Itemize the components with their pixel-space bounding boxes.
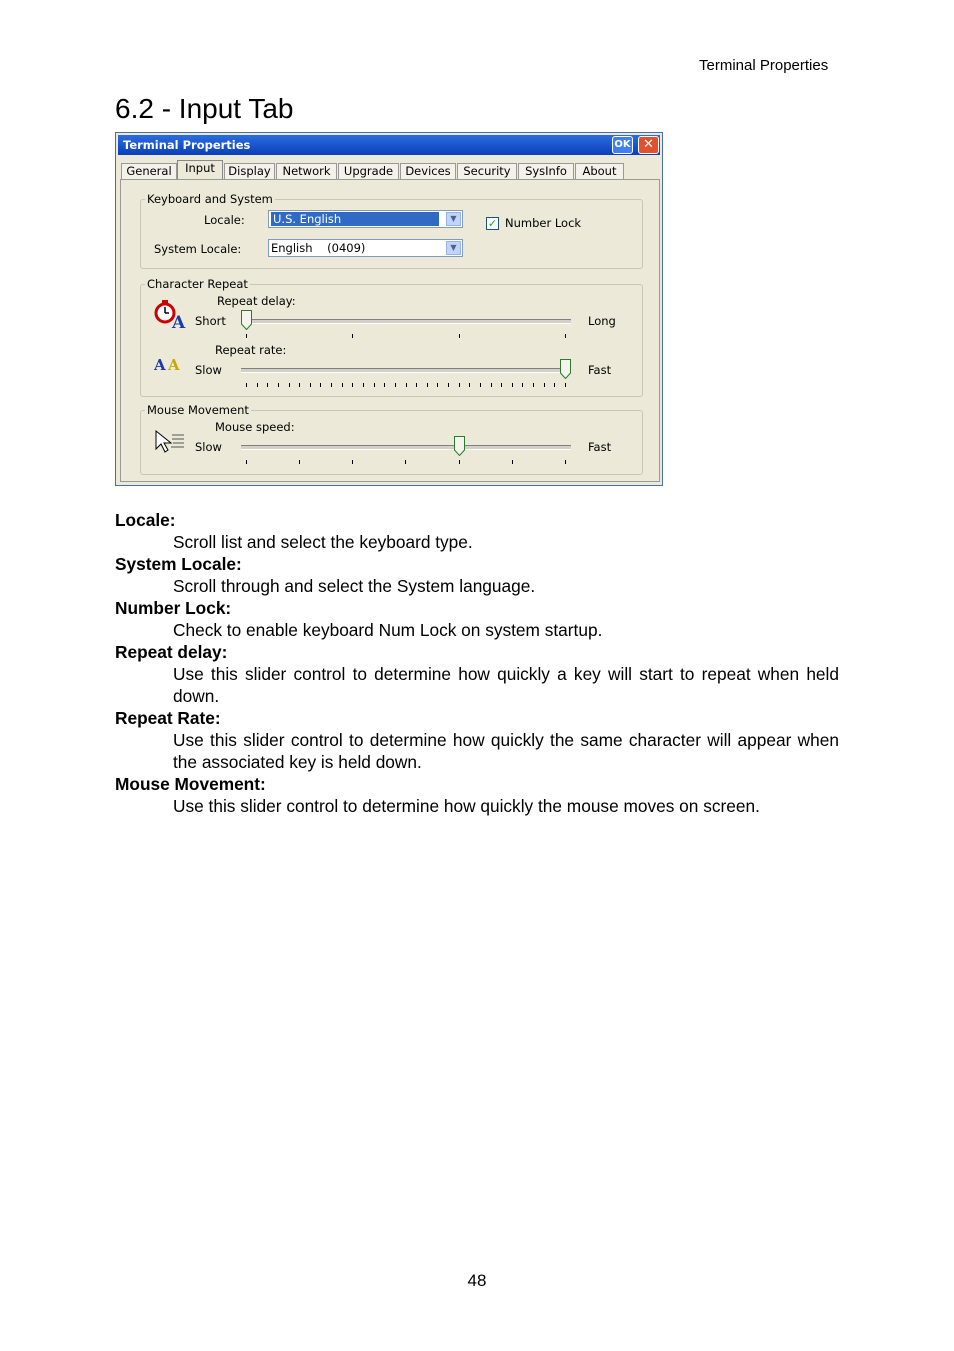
slider-tick [395,383,396,387]
tab-security[interactable]: Security [457,163,517,179]
chevron-down-icon[interactable]: ▼ [446,212,461,226]
locale-value: U.S. English [271,212,439,226]
svg-text:A: A [168,356,180,374]
mouse-speed-label: Mouse speed: [215,420,295,434]
slider-tick [406,383,407,387]
definition-description: Scroll through and select the System language. [173,576,536,596]
group-label: Mouse Movement [147,403,249,417]
slider-tick [554,383,555,387]
slider-tick [374,383,375,387]
slider-tick [246,383,247,387]
mouse-movement-group [140,403,643,475]
slider-tick [565,383,566,387]
tab-upgrade[interactable]: Upgrade [338,163,399,179]
ok-button[interactable]: OK [612,136,633,154]
mouse-speed-max-label: Fast [588,440,612,454]
tab-input[interactable]: Input [177,160,223,180]
mouse-speed-track [241,445,571,450]
system-locale-combobox[interactable] [268,239,463,257]
system-locale-value: English (0409) [271,241,366,255]
definition-term: Repeat Rate: [115,708,221,728]
mouse-pointer-icon [154,429,188,455]
dialog-title: Terminal Properties [123,138,251,152]
definition-description: Use this slider control to determine how quickly a key will start to repeat when held down. [173,664,839,706]
tab-display[interactable]: Display [224,163,275,179]
slider-tick [384,383,385,387]
slider-tick [278,383,279,387]
definition-description: Check to enable keyboard Num Lock on system startup. [173,620,603,640]
group-label: Keyboard and System [147,192,273,206]
system-locale-label: System Locale: [154,242,242,256]
character-repeat-group [140,277,643,397]
slider-tick [352,383,353,387]
definition-description: Use this slider control to determine how quickly the mouse moves on screen. [173,796,760,816]
chevron-down-icon[interactable]: ▼ [446,241,461,255]
keyboard-system-group [140,192,643,269]
definition-description: Use this slider control to determine how quickly the same character will appear when the associated key is held down. [173,730,839,772]
slider-tick [331,383,332,387]
slider-tick [469,383,470,387]
definition-term: Mouse Movement: [115,774,266,794]
slider-tick [501,383,502,387]
svg-text:A: A [172,313,186,330]
slider-tick [427,383,428,387]
repeat-delay-track [241,319,571,324]
repeat-rate-track [241,368,571,373]
repeat-rate-label: Repeat rate: [215,343,287,357]
group-label: Character Repeat [147,277,248,291]
repeat-delay-max-label: Long [588,314,616,328]
slider-tick [310,383,311,387]
number-lock-checkbox[interactable]: ✓ [487,217,498,230]
terminal-properties-dialog [115,132,663,486]
slider-tick [512,383,513,387]
dialog-titlebar[interactable] [118,135,660,155]
locale-label: Locale: [204,213,245,227]
letters-repeat-icon [154,354,190,374]
slider-tick [491,383,492,387]
tab-network[interactable]: Network [276,163,337,179]
input-tab-panel [120,179,660,482]
tab-about[interactable]: About [575,163,624,179]
slider-tick [459,383,460,387]
slider-tick [522,383,523,387]
slider-tick [342,383,343,387]
stopwatch-letter-icon [153,298,189,330]
slider-tick [257,383,258,387]
locale-combobox[interactable] [268,210,463,228]
definition-list [115,509,839,817]
slider-tick [267,383,268,387]
definition-term: Repeat delay: [115,642,228,662]
slider-tick [437,383,438,387]
tab-general[interactable]: General [121,163,177,179]
repeat-delay-min-label: Short [195,314,226,328]
definition-description: Scroll list and select the keyboard type. [173,532,473,552]
repeat-rate-min-label: Slow [195,363,222,377]
slider-tick [480,383,481,387]
slider-tick [533,383,534,387]
running-header: Terminal Properties [699,57,829,74]
svg-text:A: A [154,356,166,374]
tab-sysinfo[interactable]: SysInfo [518,163,574,179]
slider-tick [289,383,290,387]
slider-tick [320,383,321,387]
slider-tick [363,383,364,387]
number-lock-label: Number Lock [505,216,582,230]
slider-tick [544,383,545,387]
repeat-rate-max-label: Fast [588,363,612,377]
repeat-delay-slider-thumb[interactable] [241,310,252,330]
tab-devices[interactable]: Devices [400,163,456,179]
repeat-rate-slider-thumb[interactable] [560,359,571,379]
slider-tick [299,383,300,387]
close-button[interactable]: ✕ [638,136,659,154]
definition-term: System Locale: [115,554,242,574]
repeat-delay-label: Repeat delay: [217,294,296,308]
mouse-speed-slider-thumb[interactable] [454,436,465,456]
slider-tick [416,383,417,387]
mouse-speed-min-label: Slow [195,440,222,454]
definition-term: Number Lock: [115,598,232,618]
definition-term: Locale: [115,510,176,530]
page-number: 48 [467,1271,487,1290]
section-title: 6.2 - Input Tab [115,93,294,124]
slider-tick [448,383,449,387]
